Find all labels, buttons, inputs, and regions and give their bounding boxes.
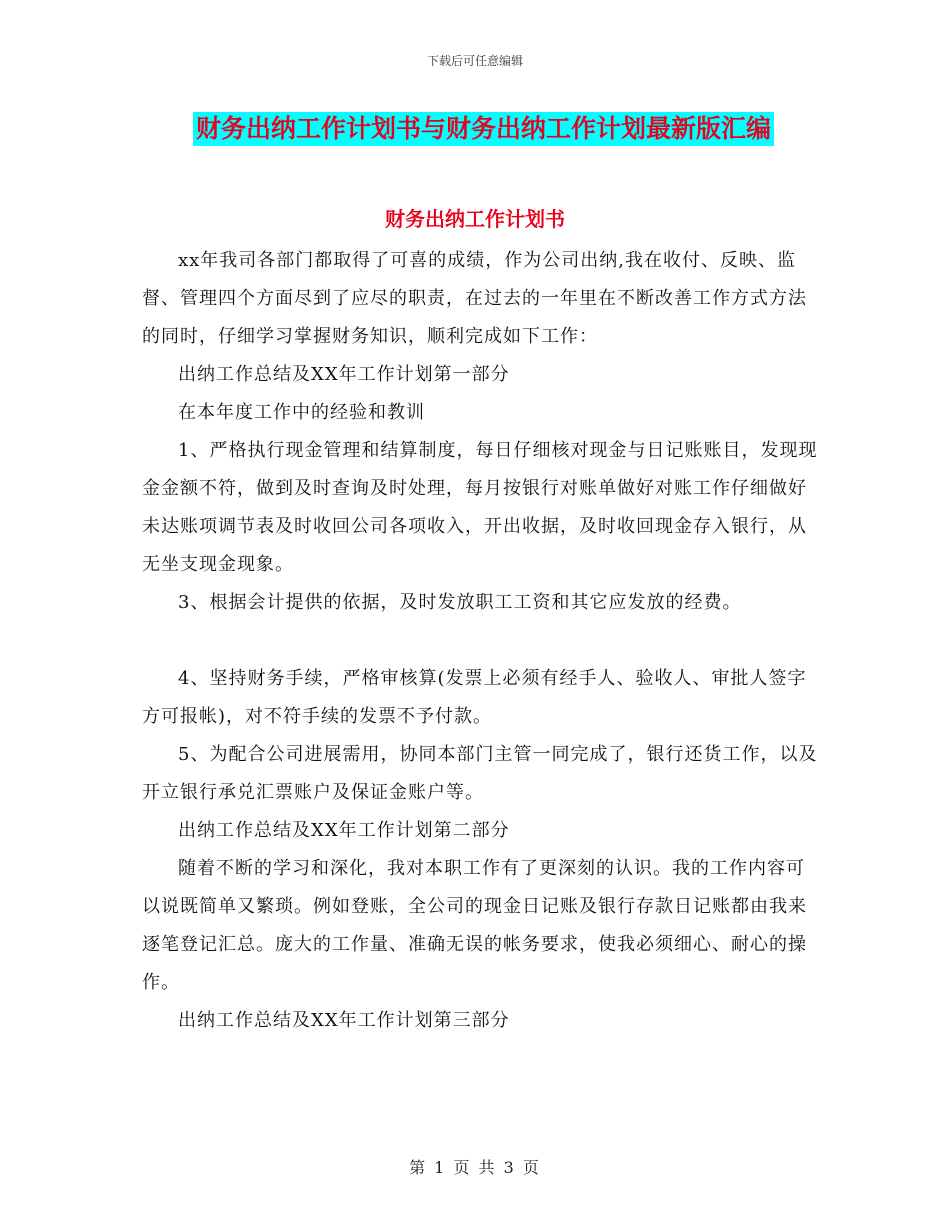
paragraph-item-4: 4、坚持财务手续，严格审核算(发票上必须有经手人、验收人、审批人签字方可报帐)，对不符手续的发票不予付款。 [142,668,807,727]
paragraph-item-5: 5、为配合公司进展需用，协同本部门主管一同完成了，银行还货工作，以及开立银行承兑汇票账户及保证金账户等。 [142,744,818,803]
paragraph-section-heading: 出纳工作总结及XX年工作计划第一部分 [178,364,510,385]
paragraph-body: 随着不断的学习和深化，我对本职工作有了更深刻的认识。我的工作内容可以说既简单又繁琐。例如登账，全公司的现金日记账及银行存款日记账都由我来逐笔登记汇总。庞大的工作量、准确无误的帐务要求，使我必须细心、耐心的操作。 [142,858,807,993]
paragraph-section-heading: 出纳工作总结及XX年工作计划第二部分 [178,820,510,841]
document-subtitle: 财务出纳工作计划书 [385,207,565,231]
paragraph-spacer [142,622,822,660]
header-note: 下载后可任意编辑 [426,54,523,68]
paragraph-subheading: 在本年度工作中的经验和教训 [178,402,425,423]
paragraph-item-3: 3、根据会计提供的依据，及时发放职工工资和其它应发放的经费。 [178,592,742,613]
page-indicator: 第 1 页 共 3 页 [409,1158,541,1177]
paragraph-section-heading: 出纳工作总结及XX年工作计划第三部分 [178,1010,510,1031]
document-title: 财务出纳工作计划书与财务出纳工作计划最新版汇编 [193,112,774,146]
paragraph-intro: xx年我司各部门都取得了可喜的成绩，作为公司出纳,我在收付、反映、监督、管理四个方面尽到了应尽的职责，在过去的一年里在不断改善工作方式方法的同时，仔细学习掌握财务知识，顺利完成如下工作： [142,250,807,347]
document-body [142,242,822,1040]
paragraph-item-1: 1、严格执行现金管理和结算制度，每日仔细核对现金与日记账账目，发现现金金额不符，做到及时查询及时处理，每月按银行对账单做好对账工作仔细做好未达账项调节表及时收回公司各项收入，开出收据，及时收回现金存入银行，从无坐支现金现象。 [142,440,818,575]
